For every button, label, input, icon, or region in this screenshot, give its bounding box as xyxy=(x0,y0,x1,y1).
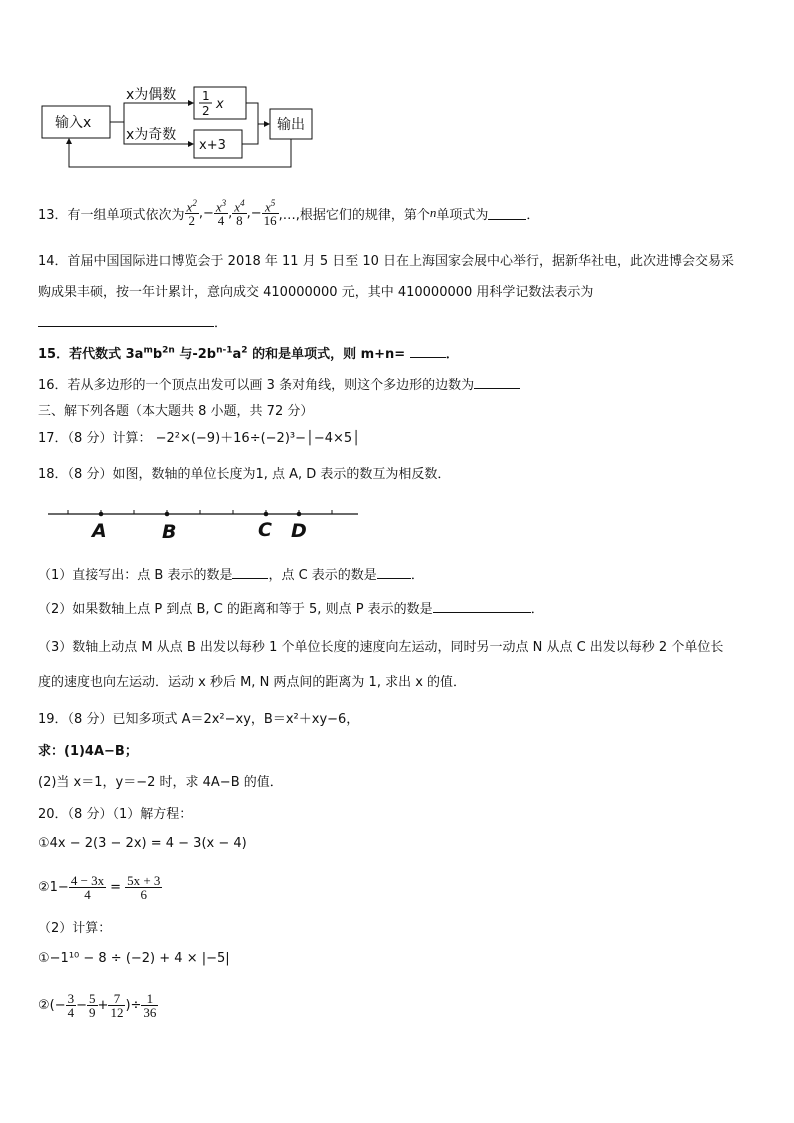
q18-p1-end: ． xyxy=(410,568,424,583)
q13-lead: 13．有一组单项式依次为 xyxy=(38,207,185,223)
q18-p2-blank[interactable] xyxy=(433,600,531,613)
q15-a: 15．若代数式 3a xyxy=(38,347,144,362)
q19-part-2: (2)当 x＝1，y＝−2 时，求 4A−B 的值． xyxy=(38,775,283,790)
q18-p1-blank-2[interactable] xyxy=(377,566,411,579)
q20-calc-2 xyxy=(38,984,158,1026)
section-3-heading: 三、解下列各题（本大题共 8 小题，共 72 分） xyxy=(38,404,314,419)
label-d: D xyxy=(291,520,307,542)
q20-c2-op-2: + xyxy=(97,997,109,1013)
question-20: 20．（8 分）（1）解方程： xyxy=(38,807,193,822)
q14-line-2: 购成果丰硕，按一年计累计，意向成交 410000000 元，其中 410000000 用科学记数法表示为 xyxy=(38,285,594,300)
q20-e2-prefix: ②1− xyxy=(38,879,69,895)
question-17: 17．（8 分）计算： −2²×(−9)＋16÷(−2)³−│−4×5│ xyxy=(38,431,360,446)
q13-term-3: $\frac{x^4}{8}$ xyxy=(234,197,245,229)
q15-answer-blank[interactable] xyxy=(410,345,446,358)
question-13: 13．有一组单项式依次为 $\frac{x^2}{2}$ ,− $\frac{x^3}{4}$ , $\frac{x^4}{8}$ ,− $\frac{x^5}{16}$ ,…,根据它们的规律，第个 n 单项式为 ． xyxy=(38,197,540,229)
q15-d: a xyxy=(232,347,242,362)
q18-p2: （2）如果数轴上点 P 到点 B, C 的距离和等于 5, 则点 P 表示的数是 xyxy=(38,602,433,617)
q20-c2-frac-1: $\frac{3}{4}$ xyxy=(67,990,75,1020)
q20-c2-frac-3: $\frac{7}{12}$ xyxy=(110,990,124,1020)
q19-part-1: 求：(1)4A−B； xyxy=(38,744,138,759)
label-a: A xyxy=(92,520,107,542)
q16-text: 16．若从多边形的一个顶点出发可以画 3 条对角线，则这个多边形的边数为 xyxy=(38,378,475,393)
q20-c2-frac-2: $\frac{5}{9}$ xyxy=(89,990,96,1020)
q13-answer-blank[interactable] xyxy=(488,207,526,220)
flow-even-var: x xyxy=(216,97,224,112)
q18-part-3b: 度的速度也向左运动．运动 x 秒后 M, N 两点间的距离为 1, 求出 x 的值． xyxy=(38,675,467,690)
flow-input: 输入x xyxy=(55,115,92,131)
question-19: 19．（8 分）已知多项式 A＝2x²−xy，B＝x²＋xy−6， xyxy=(38,712,360,727)
q13-term-4: $\frac{x^5}{16}$ xyxy=(263,197,277,229)
q13-term-2: $\frac{x^3}{4}$ xyxy=(215,197,227,229)
q13-n: n xyxy=(429,205,437,220)
q18-part-1 xyxy=(38,564,424,583)
point-d xyxy=(297,512,302,517)
q18-p1b: ，点 C 表示的数是 xyxy=(268,568,377,583)
q14-end: ． xyxy=(214,316,228,331)
flow-output: 输出 xyxy=(277,117,305,133)
q20-c2-op-3: )÷ xyxy=(125,997,142,1013)
q20-e2-frac-2: $\frac{5x + 3}{6}$ xyxy=(127,872,161,902)
flow-odd-box: x+3 xyxy=(199,138,226,153)
q20-c2-prefix: ②(− xyxy=(38,997,66,1013)
q13-end: ． xyxy=(526,207,540,223)
label-b: B xyxy=(162,521,177,543)
q14-line-1: 14．首届中国国际进口博览会于 2018 年 11 月 5 日至 10 日在上海国家会展中心举行，据新华社电，此次进博会交易采 xyxy=(38,254,735,269)
q20-e2-eq: = xyxy=(110,879,122,895)
q15-end: ． xyxy=(445,347,459,362)
q14-answer-blank[interactable] xyxy=(38,314,214,327)
q18-p2-end: ． xyxy=(530,602,544,617)
q18-part-2 xyxy=(38,598,544,617)
number-line xyxy=(44,500,364,544)
q15-c: 与-2b xyxy=(174,347,217,362)
q13-tail2: 单项式为 xyxy=(436,207,489,223)
q14-answer-line xyxy=(38,312,227,331)
q20-equation-2 xyxy=(38,866,162,908)
q15-e: 的和是单项式，则 m+n= xyxy=(247,347,406,362)
question-15: 15．若代数式 $3a^mb^{2n}$ 与$-2b^{n-1}a^2$ 的和是单项式，则 m+n= ． xyxy=(38,345,459,362)
flow-even-den: 2 xyxy=(202,104,210,118)
q20-calc-1: ①−1¹⁰ − 8 ÷ (−2) + 4 × |−5| xyxy=(38,951,230,966)
question-16 xyxy=(38,374,520,393)
q20-c2-frac-4: $\frac{1}{36}$ xyxy=(143,990,157,1020)
q18-part-3a: （3）数轴上动点 M 从点 B 出发以每秒 1 个单位长度的速度向左运动，同时另一动点 N 从点 C 出发以每秒 2 个单位长 xyxy=(38,640,724,655)
q18-p1: （1）直接写出：点 B 表示的数是 xyxy=(38,568,233,583)
q20-e2-frac-1: $\frac{4 - 3x}{4}$ xyxy=(70,872,105,902)
point-c xyxy=(264,512,269,517)
flowchart xyxy=(36,80,326,175)
q18-p1-blank-1[interactable] xyxy=(232,566,268,579)
question-18: 18．（8 分）如图，数轴的单位长度为1, 点 A, D 表示的数互为相反数． xyxy=(38,467,451,482)
q20-equation-1: ①4x − 2(3 − 2x) = 4 − 3(x − 4) xyxy=(38,836,247,851)
point-b xyxy=(165,512,170,517)
q15-b: b xyxy=(152,347,163,362)
q20-calc-heading: （2）计算： xyxy=(38,921,112,936)
flow-even-num: 1 xyxy=(202,89,210,103)
label-c: C xyxy=(258,519,272,541)
q13-term-1: $\frac{x^2}{2}$ xyxy=(186,197,197,229)
flow-odd-label: x为奇数 xyxy=(126,127,177,143)
flow-even-label: x为偶数 xyxy=(126,87,177,103)
q16-answer-blank[interactable] xyxy=(474,376,520,389)
point-a xyxy=(99,512,104,517)
q20-c2-op-1: − xyxy=(76,997,88,1013)
